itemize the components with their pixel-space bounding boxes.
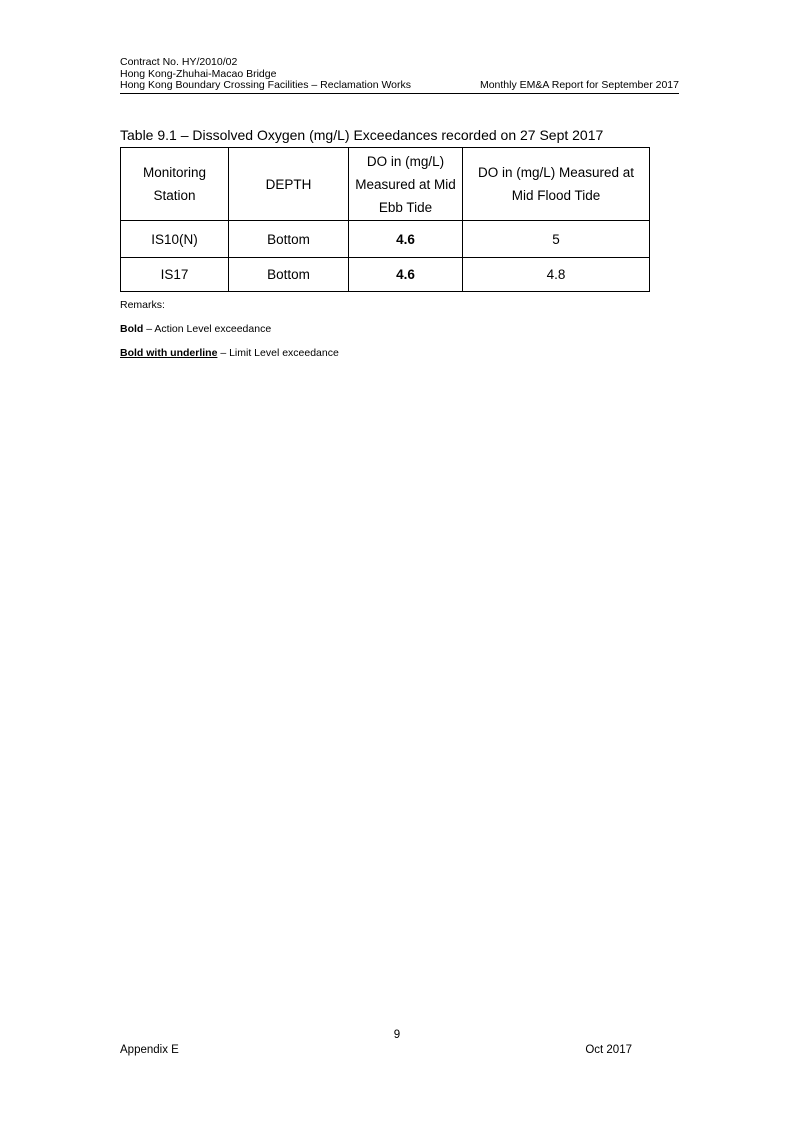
cell-ebb: 4.6 [349,258,463,292]
cell-station: IS10(N) [121,221,229,258]
col-header-flood: DO in (mg/L) Measured at Mid Flood Tide [463,148,650,221]
bold-text: – Action Level exceedance [143,323,272,335]
table-row [121,258,650,292]
bold-underline-text: – Limit Level exceedance [217,347,339,359]
bold-label: Bold [120,323,144,335]
page-footer [120,1044,632,1056]
col-header-depth: DEPTH [229,148,349,221]
col-header-ebb: DO in (mg/L) Measured at Mid Ebb Tide [349,148,463,221]
remarks-title: Remarks: [120,299,165,311]
project-name: Hong Kong-Zhuhai-Macao Bridge [120,67,277,80]
bold-underline-label: Bold with underline [120,347,218,359]
table-header-row [121,148,650,221]
page-header [120,57,679,94]
remark-limit-level [120,347,339,359]
cell-flood: 4.8 [463,258,650,292]
page-number: 9 [393,1029,401,1041]
facility-name: Hong Kong Boundary Crossing Facilities – Reclamation Works [120,79,412,91]
report-title: Monthly EM&A Report for September 2017 [479,79,679,91]
footer-date: Oct 2017 [585,1044,632,1056]
footer-appendix: Appendix E [120,1044,179,1056]
cell-station: IS17 [121,258,229,292]
do-exceedance-table [120,147,650,292]
remark-action-level [120,323,339,335]
header-row [120,80,679,94]
cell-ebb: 4.6 [349,221,463,258]
col-header-station: Monitoring Station [121,148,229,221]
remarks [120,299,339,371]
cell-flood: 5 [463,221,650,258]
table-row [121,221,650,258]
cell-depth: Bottom [229,221,349,258]
cell-depth: Bottom [229,258,349,292]
table-caption: Table 9.1 – Dissolved Oxygen (mg/L) Exceedances recorded on 27 Sept 2017 [120,127,604,143]
contract-number: Contract No. HY/2010/02 [120,56,238,68]
